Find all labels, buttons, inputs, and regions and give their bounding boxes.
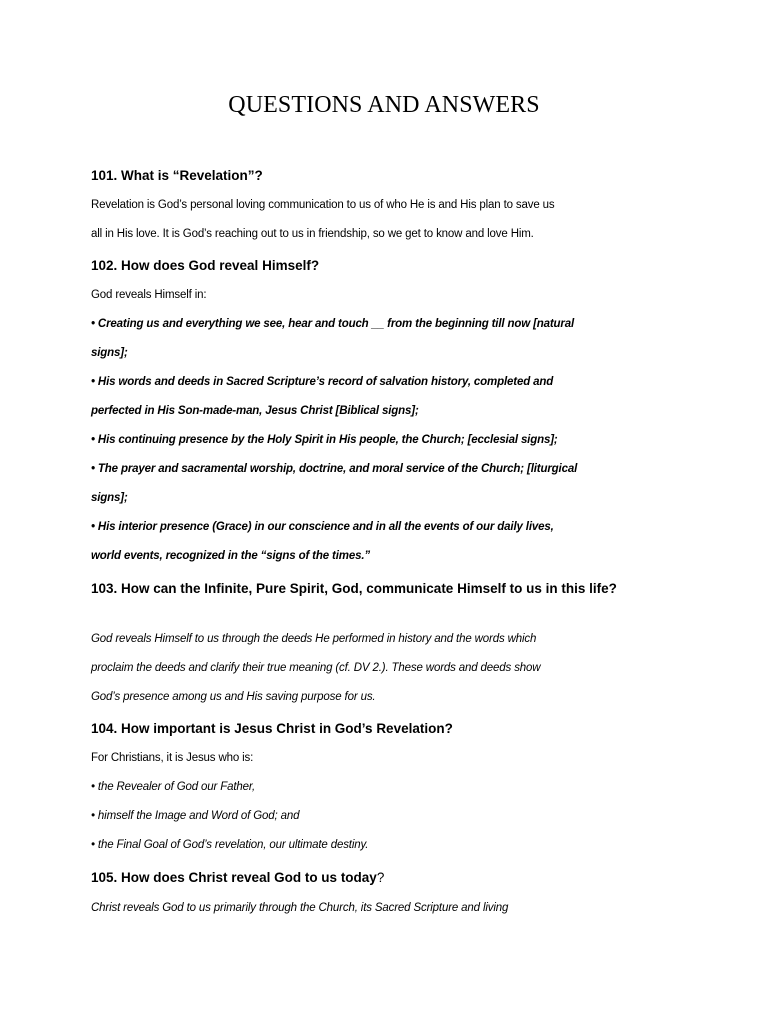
question-102-heading: 102. How does God reveal Himself? — [91, 258, 320, 273]
answer-102-line: • His words and deeds in Sacred Scripture’s record of salvation history, completed and — [91, 376, 554, 388]
answer-101-line: Revelation is God’s personal loving communication to us of who He is and His plan to save us — [91, 199, 555, 211]
answer-102-line: • His interior presence (Grace) in our conscience and in all the events of our daily lives, — [91, 521, 554, 533]
answer-102-line: signs]; — [91, 347, 128, 359]
answer-102-intro: God reveals Himself in: — [91, 289, 207, 301]
question-103-heading: 103. How can the Infinite, Pure Spirit, God, communicate Himself to us in this life? — [91, 581, 617, 596]
answer-101-line: all in His love. It is God’s reaching out to us in friendship, so we get to know and love Him. — [91, 228, 534, 240]
answer-104-intro: For Christians, it is Jesus who is: — [91, 752, 254, 764]
question-105-mark: ? — [376, 870, 385, 885]
answer-103-line: God reveals Himself to us through the deeds He performed in history and the words which — [91, 633, 537, 645]
answer-102-line: world events, recognized in the “signs of the times.” — [91, 550, 370, 562]
answer-104-line: • himself the Image and Word of God; and — [91, 810, 300, 822]
answer-102-line: signs]; — [91, 492, 128, 504]
page-title: QUESTIONS AND ANSWERS — [228, 92, 540, 118]
answer-102-line: • Creating us and everything we see, hear and touch __ from the beginning till now [natural — [91, 318, 575, 330]
answer-102-line: • His continuing presence by the Holy Spirit in His people, the Church; [ecclesial signs]; — [91, 434, 558, 446]
answer-105-line: Christ reveals God to us primarily through the Church, its Sacred Scripture and living — [91, 902, 509, 914]
answer-103-line: proclaim the deeds and clarify their true meaning (cf. DV 2.). These words and deeds show — [91, 662, 541, 674]
answer-104-line: • the Revealer of God our Father, — [91, 781, 256, 793]
answer-103-line: God’s presence among us and His saving purpose for us. — [91, 691, 376, 703]
answer-104-line: • the Final Goal of God’s revelation, our ultimate destiny. — [91, 839, 369, 851]
answer-102-line: • The prayer and sacramental worship, doctrine, and moral service of the Church; [liturgical — [91, 463, 578, 475]
question-105-heading — [91, 867, 691, 888]
question-105-text: 105. How does Christ reveal God to us today — [91, 870, 377, 885]
answer-102-line: perfected in His Son-made-man, Jesus Christ [Biblical signs]; — [91, 405, 419, 417]
question-101-heading: 101. What is “Revelation”? — [91, 168, 263, 183]
question-104-heading: 104. How important is Jesus Christ in God’s Revelation? — [91, 721, 453, 736]
